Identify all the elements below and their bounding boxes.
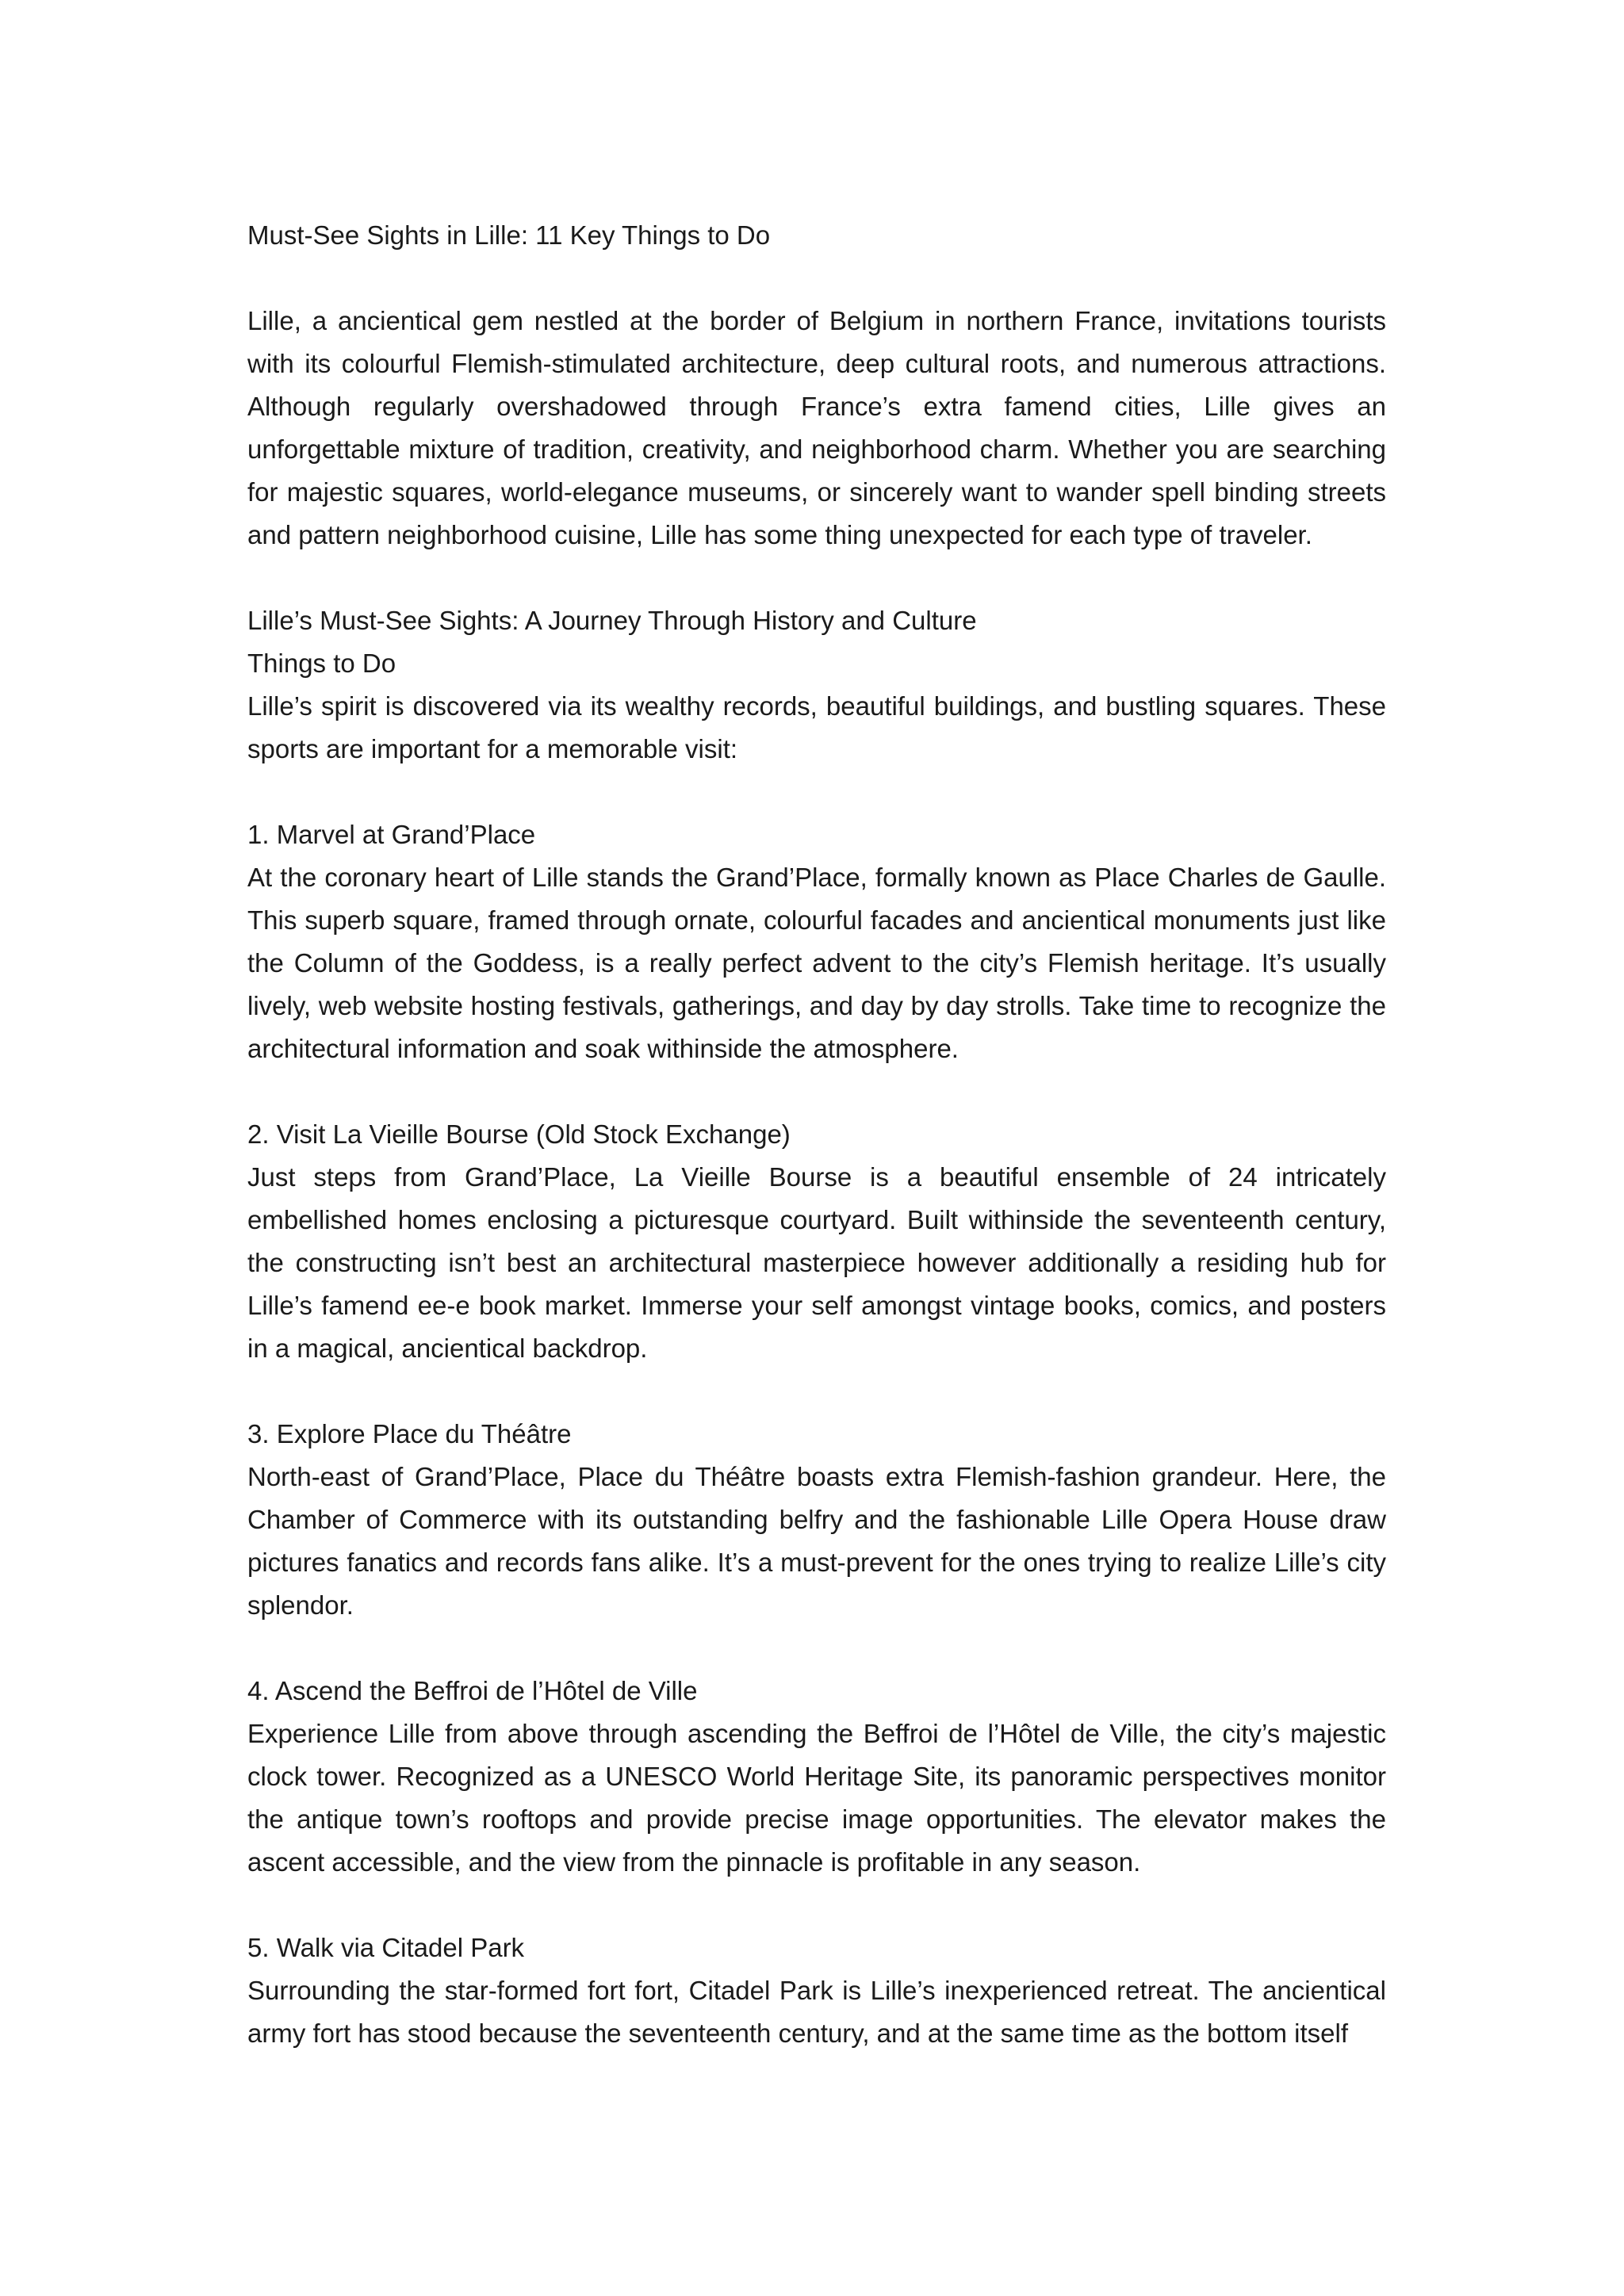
spacer <box>247 257 1386 300</box>
sight-section-4 <box>247 1670 1386 1884</box>
sight-body: Just steps from Grand’Place, La Vieille Bourse is a beautiful ensemble of 24 intricately embellished homes enclosing a picturesque courtyard. Built withinside the seventeenth century, the constructing isn’t best an architectural masterpiece however additionally a residing hub for Lille’s famend ee-e book market. Immerse your self amongst vintage books, comics, and posters in a magical, ancientical backdrop. <box>247 1162 1386 1363</box>
section-subheading: Things to Do <box>247 649 396 678</box>
intro-paragraph: Lille, a ancientical gem nestled at the border of Belgium in northern France, invitations tourists with its colourful Flemish-stimulated architecture, deep cultural roots, and numerous attractions. Although regularly overshadowed through France’s extra famend cities, Lille gives an unforgettable mixture of tradition, creativity, and neighborhood charm. Whether you are searching for majestic squares, world-elegance museums, or sincerely want to wander spell binding streets and pattern neighborhood cuisine, Lille has some thing unexpected for each type of traveler. <box>247 306 1386 549</box>
sight-body: North-east of Grand’Place, Place du Théâtre boasts extra Flemish-fashion grandeur. Here, the Chamber of Commerce with its outstanding belfry and the fashionable Lille Opera House draw pictures fanatics and records fans alike. It’s a must-prevent for the ones trying to realize Lille’s city splendor. <box>247 1462 1386 1620</box>
lead-paragraph: Lille’s spirit is discovered via its wealthy records, beautiful buildings, and bustling squares. These sports are important for a memorable visit: <box>247 691 1386 763</box>
sight-section-2 <box>247 1113 1386 1370</box>
sight-body: At the coronary heart of Lille stands the Grand’Place, formally known as Place Charles de Gaulle. This superb square, framed through ornate, colourful facades and ancientical monuments just like the Column of the Goddess, is a really perfect advent to the city’s Flemish heritage. It’s usually lively, web website hosting festivals, gatherings, and day by day strolls. Take time to recognize the architectural information and soak withinside the atmosphere. <box>247 863 1386 1063</box>
spacer <box>247 557 1386 599</box>
sight-title: 2. Visit La Vieille Bourse (Old Stock Exchange) <box>247 1119 791 1149</box>
spacer <box>247 771 1386 813</box>
section-heading: Lille’s Must-See Sights: A Journey Through History and Culture <box>247 606 977 635</box>
document-title: Must-See Sights in Lille: 11 Key Things to Do <box>247 220 771 250</box>
spacer <box>247 1070 1386 1113</box>
spacer <box>247 1627 1386 1670</box>
sight-title: 1. Marvel at Grand’Place <box>247 820 536 849</box>
document-page <box>247 214 1386 2055</box>
sight-section-3 <box>247 1413 1386 1627</box>
sight-body: Surrounding the star-formed fort fort, Citadel Park is Lille’s inexperienced retreat. The ancientical army fort has stood because the seventeenth century, and at the same time as the bottom itself <box>247 1976 1386 2048</box>
sight-section-1 <box>247 813 1386 1070</box>
spacer <box>247 1370 1386 1413</box>
sight-title: 5. Walk via Citadel Park <box>247 1933 525 1962</box>
spacer <box>247 1884 1386 1927</box>
sight-body: Experience Lille from above through ascending the Beffroi de l’Hôtel de Ville, the city’s majestic clock tower. Recognized as a UNESCO World Heritage Site, its panoramic perspectives monitor the antique town’s rooftops and provide precise image opportunities. The elevator makes the ascent accessible, and the view from the pinnacle is profitable in any season. <box>247 1719 1386 1877</box>
sight-title: 4. Ascend the Beffroi de l’Hôtel de Ville <box>247 1676 698 1705</box>
sight-section-5 <box>247 1927 1386 2055</box>
sight-title: 3. Explore Place du Théâtre <box>247 1419 572 1448</box>
